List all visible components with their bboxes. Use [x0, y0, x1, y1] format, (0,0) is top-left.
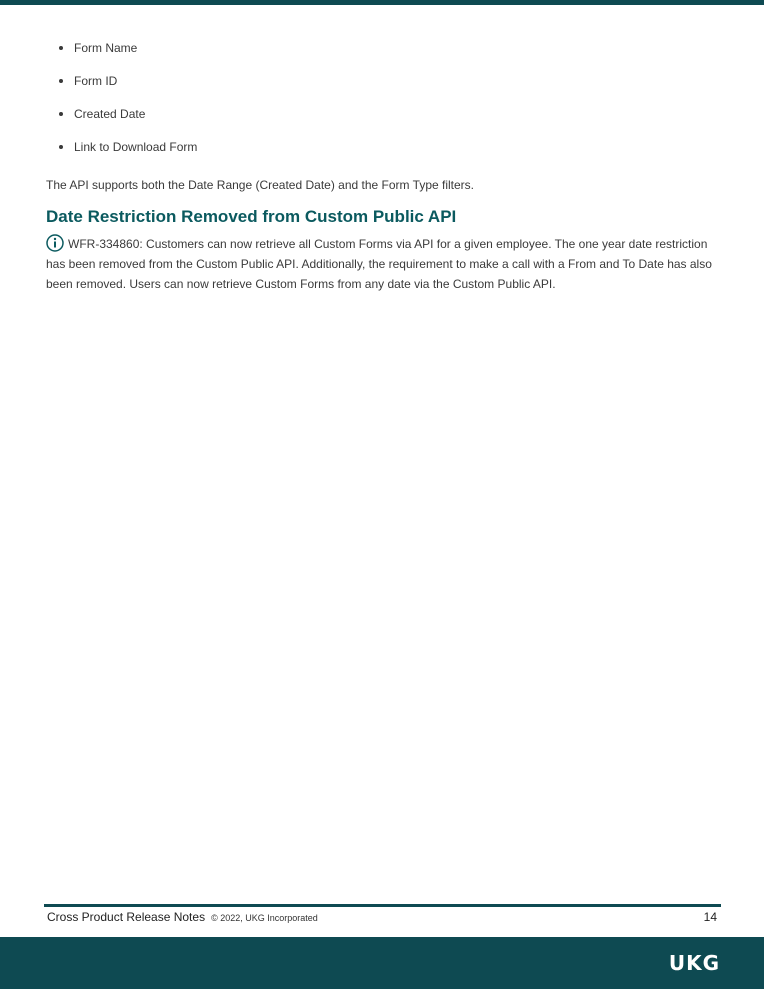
info-icon: [46, 234, 64, 252]
list-item: [46, 40, 718, 56]
note-text: WFR-334860: Customers can now retrieve all Custom Forms via API for a given employee. The one year date restriction has been removed from the Custom Public API. Additionally, the requirement to make a call with a From and To Date has also been removed. Users can now retrieve Custom Forms from any date via the Custom Public API.: [46, 237, 712, 291]
list-item-label: Link to Download Form: [74, 140, 198, 154]
bullet-icon: [59, 112, 63, 116]
bullet-icon: [59, 46, 63, 50]
summary-text: The API supports both the Date Range (Created Date) and the Form Type filters.: [46, 178, 475, 192]
field-list: [46, 40, 718, 155]
footer-band: [0, 937, 764, 989]
list-item: [46, 106, 718, 122]
section-heading: Date Restriction Removed from Custom Public API: [46, 207, 457, 226]
release-note: [46, 234, 718, 294]
list-item-label: Form Name: [74, 41, 138, 55]
footer-title: [47, 910, 318, 924]
document-title: Cross Product Release Notes: [47, 910, 206, 924]
page-content: [46, 40, 718, 291]
ukg-logo: UKG: [668, 951, 720, 975]
list-item-label: Created Date: [74, 107, 146, 121]
list-item: [46, 139, 718, 155]
footer-divider: [44, 904, 721, 907]
bullet-icon: [59, 79, 63, 83]
copyright-text: © 2022, UKG Incorporated: [211, 913, 318, 923]
top-bar: [0, 0, 764, 5]
list-item: [46, 73, 718, 89]
bullet-icon: [59, 145, 63, 149]
page-number: 14: [703, 910, 717, 924]
list-item-label: Form ID: [74, 74, 118, 88]
